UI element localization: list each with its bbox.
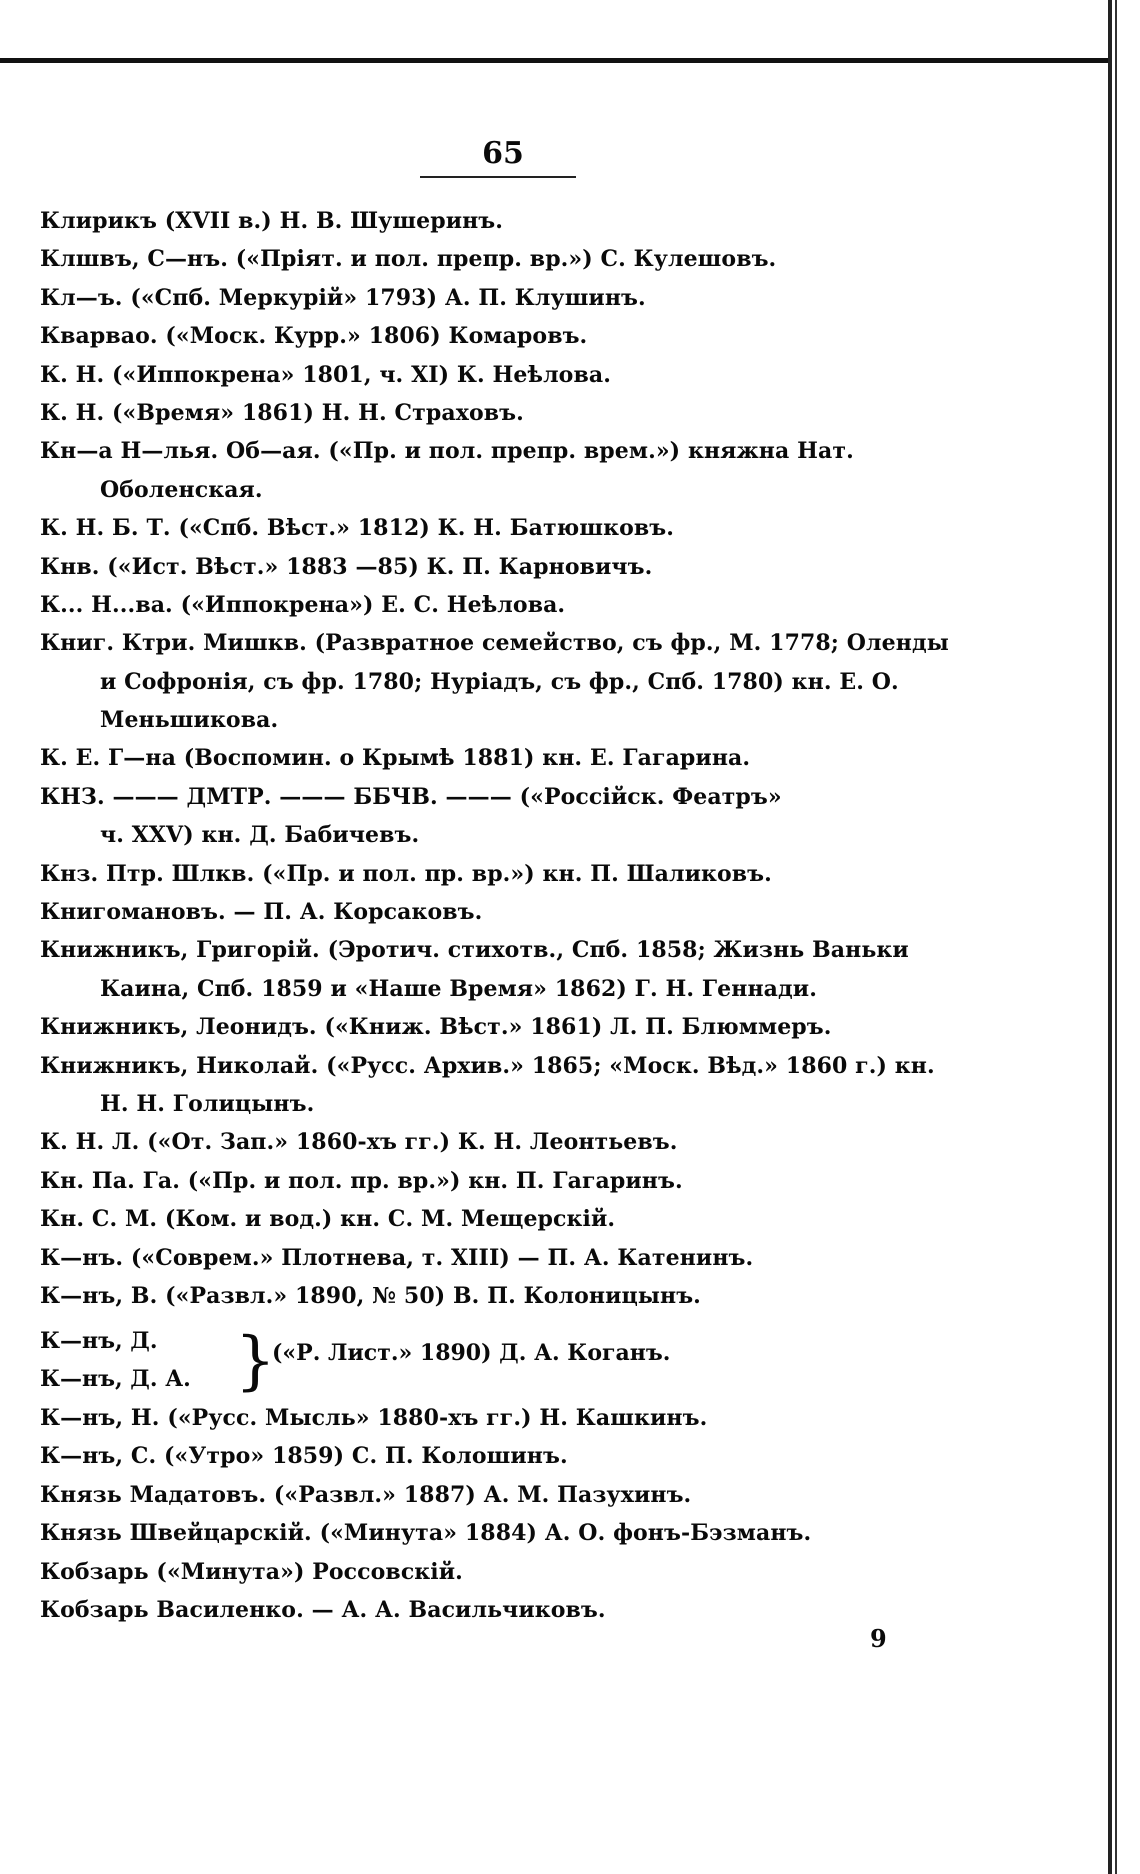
bracketed-entry-group [40,1322,940,1399]
list-item: Клшвъ, С—нъ. («Пріят. и пол. препр. вр.») С. Кулешовъ. [40,246,777,273]
list-item: Кн—а Н—лья. Об—ая. («Пр. и пол. препр. врем.») княжна Нат. [40,438,854,465]
list-item: Кнз. Птр. Шлкв. («Пр. и пол. пр. вр.») кн. П. Шаликовъ. [40,860,772,887]
list-item: Кн. Па. Га. («Пр. и пол. пр. вр.») кн. П. Гагаринъ. [40,1167,683,1194]
list-item: КНЗ. ——— ДМТР. ——— ББЧВ. ——— («Россійск. Феатръ» [40,783,782,810]
page-edge [1108,0,1118,1874]
list-item: К—нъ, Д. А. [40,1366,191,1393]
list-item: К. Н. Л. («От. Зап.» 1860-хъ гг.) К. Н. Леонтьевъ. [40,1129,678,1156]
signature-mark: 9 [870,1624,887,1653]
list-item: К. Н. Б. Т. («Спб. Вѣст.» 1812) К. Н. Батюшковъ. [40,515,674,542]
list-item: Кл—ъ. («Спб. Меркурій» 1793) А. П. Клушинъ. [40,284,646,311]
list-item: К... Н...ва. («Иппокрена») Е. С. Неѣлова. [40,591,566,618]
list-item: К—нъ. («Соврем.» Плотнева, т. XIII) — П. А. Катенинъ. [40,1244,754,1271]
list-item: Книжникъ, Григорій. (Эротич. стихотв., Спб. 1858; Жизнь Ваньки [40,937,909,964]
list-item: К—нъ, Н. («Русс. Мысль» 1880-хъ гг.) Н. Кашкинъ. [40,1405,708,1431]
list-item: К. Н. («Время» 1861) Н. Н. Страховъ. [40,399,524,426]
page-number-rule [420,176,576,178]
list-item: Клирикъ (XVII в.) Н. В. Шушеринъ. [40,208,504,234]
list-item: Кобзарь Василенко. — А. А. Васильчиковъ. [40,1596,606,1623]
brace-glyph: } [235,1324,276,1398]
list-item: Кнв. («Ист. Вѣст.» 1883 —85) К. П. Карновичъ. [40,553,653,580]
list-item: К. Н. («Иппокрена» 1801, ч. XI) К. Неѣлова. [40,361,611,388]
top-border-rule [0,58,1112,63]
list-item: Князь Швейцарскій. («Минута» 1884) А. О. фонъ-Бэзманъ. [40,1520,812,1547]
list-item-continuation: Меньшикова. [100,707,279,734]
list-item: Книгомановъ. — П. А. Корсаковъ. [40,899,483,926]
list-item: Кобзарь («Минута») Россовскій. [40,1558,463,1585]
list-item-continuation: Н. Н. Голицынъ. [100,1090,315,1117]
list-item-continuation: и Софронія, съ фр. 1780; Нуріадъ, съ фр., Спб. 1780) кн. Е. О. [100,668,899,695]
list-item: Книг. Ктри. Мишкв. (Развратное семейство, съ фр., М. 1778; Оленды [40,630,949,657]
list-item: Книжникъ, Леонидъ. («Книж. Вѣст.» 1861) Л. П. Блюммеръ. [40,1014,832,1041]
group-citation: («Р. Лист.» 1890) Д. А. Коганъ. [272,1340,671,1366]
list-item: К—нъ, С. («Утро» 1859) С. П. Колошинъ. [40,1443,568,1470]
list-item: К. Е. Г—на (Воспомин. о Крымѣ 1881) кн. Е. Гагарина. [40,745,751,772]
list-item: К—нъ, Д. [40,1328,158,1354]
list-item-continuation: Оболенская. [100,476,263,503]
list-item: Кн. С. М. (Ком. и вод.) кн. С. М. Мещерскій. [40,1206,616,1233]
list-item: К—нъ, В. («Развл.» 1890, № 50) В. П. Колоницынъ. [40,1282,701,1309]
list-item-continuation: ч. XXV) кн. Д. Бабичевъ. [100,822,420,849]
page-number: 65 [482,136,524,171]
list-item: Книжникъ, Николай. («Русс. Архив.» 1865; «Моск. Вѣд.» 1860 г.) кн. [40,1052,935,1079]
entry-list-continued [40,1399,950,1629]
entry-list [40,202,950,1315]
list-item-continuation: Каина, Спб. 1859 и «Наше Время» 1862) Г. Н. Геннади. [100,975,817,1002]
list-item: Кварвао. («Моск. Курр.» 1806) Комаровъ. [40,323,588,350]
list-item: Князь Мадатовъ. («Развл.» 1887) А. М. Пазухинъ. [40,1481,692,1508]
